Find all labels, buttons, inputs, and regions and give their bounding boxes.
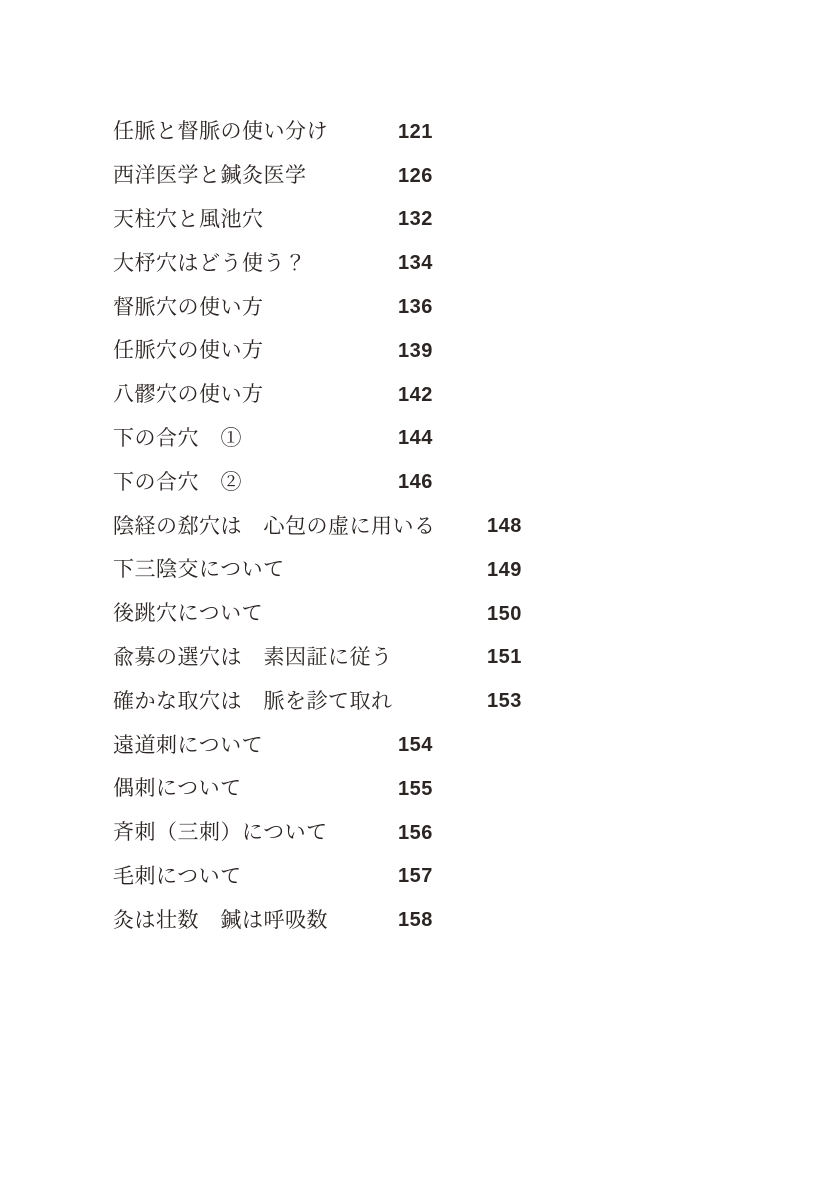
toc-entry — [113, 898, 713, 942]
toc-entry — [113, 417, 713, 461]
toc-entry — [113, 767, 713, 811]
entry-title: 八髎穴の使い方 — [113, 382, 264, 407]
entry-title: 兪募の選穴は 素因証に従う — [113, 644, 393, 669]
entry-title: 天柱穴と風池穴 — [113, 206, 264, 231]
entry-page-number: 126 — [398, 164, 433, 187]
entry-page-number: 146 — [398, 471, 433, 494]
entry-title: 下の合穴 ② — [113, 469, 242, 494]
toc-entry — [113, 285, 713, 329]
entry-page-number: 144 — [398, 427, 433, 450]
toc-entry — [113, 723, 713, 767]
entry-title: 西洋医学と鍼灸医学 — [113, 163, 307, 188]
toc-entry — [113, 154, 713, 198]
entry-page-number: 158 — [398, 909, 433, 932]
entry-page-number: 156 — [398, 821, 433, 844]
entry-title: 確かな取穴は 脈を診て取れ — [113, 688, 393, 713]
toc-entry — [113, 679, 713, 723]
entry-title: 大杼穴はどう使う？ — [113, 250, 307, 275]
toc-entry — [113, 110, 713, 154]
toc-entry — [113, 811, 713, 855]
entry-title: 灸は壮数 鍼は呼吸数 — [113, 907, 328, 932]
entry-page-number: 153 — [487, 690, 522, 713]
toc-entry — [113, 241, 713, 285]
toc-entry — [113, 373, 713, 417]
entry-title: 任脈穴の使い方 — [113, 338, 264, 363]
entry-title: 下三陰交について — [113, 557, 285, 582]
entry-title: 毛刺について — [113, 863, 242, 888]
entry-page-number: 154 — [398, 734, 433, 757]
entry-title: 任脈と督脈の使い分け — [113, 119, 328, 144]
toc-entry — [113, 504, 713, 548]
entry-page-number: 136 — [398, 296, 433, 319]
toc-entry — [113, 460, 713, 504]
entry-page-number: 121 — [398, 120, 433, 143]
entry-title: 下の合穴 ① — [113, 425, 242, 450]
entry-page-number: 150 — [487, 602, 522, 625]
entry-page-number: 151 — [487, 646, 522, 669]
entry-title: 斉刺（三刺）について — [113, 820, 328, 845]
toc-entry — [113, 592, 713, 636]
entry-page-number: 139 — [398, 339, 433, 362]
toc-entry — [113, 329, 713, 373]
table-of-contents — [113, 110, 713, 942]
toc-entry — [113, 636, 713, 680]
entry-title: 陰経の郄穴は 心包の虚に用いる — [113, 513, 436, 538]
toc-entry — [113, 855, 713, 899]
entry-page-number: 132 — [398, 208, 433, 231]
toc-entry — [113, 548, 713, 592]
entry-page-number: 148 — [487, 515, 522, 538]
toc-entry — [113, 198, 713, 242]
entry-page-number: 157 — [398, 865, 433, 888]
entry-page-number: 142 — [398, 383, 433, 406]
entry-page-number: 134 — [398, 252, 433, 275]
entry-title: 遠道刺について — [113, 732, 264, 757]
entry-title: 後跳穴について — [113, 601, 264, 626]
entry-title: 偶刺について — [113, 776, 242, 801]
entry-page-number: 149 — [487, 558, 522, 581]
entry-title: 督脈穴の使い方 — [113, 294, 264, 319]
entry-page-number: 155 — [398, 777, 433, 800]
